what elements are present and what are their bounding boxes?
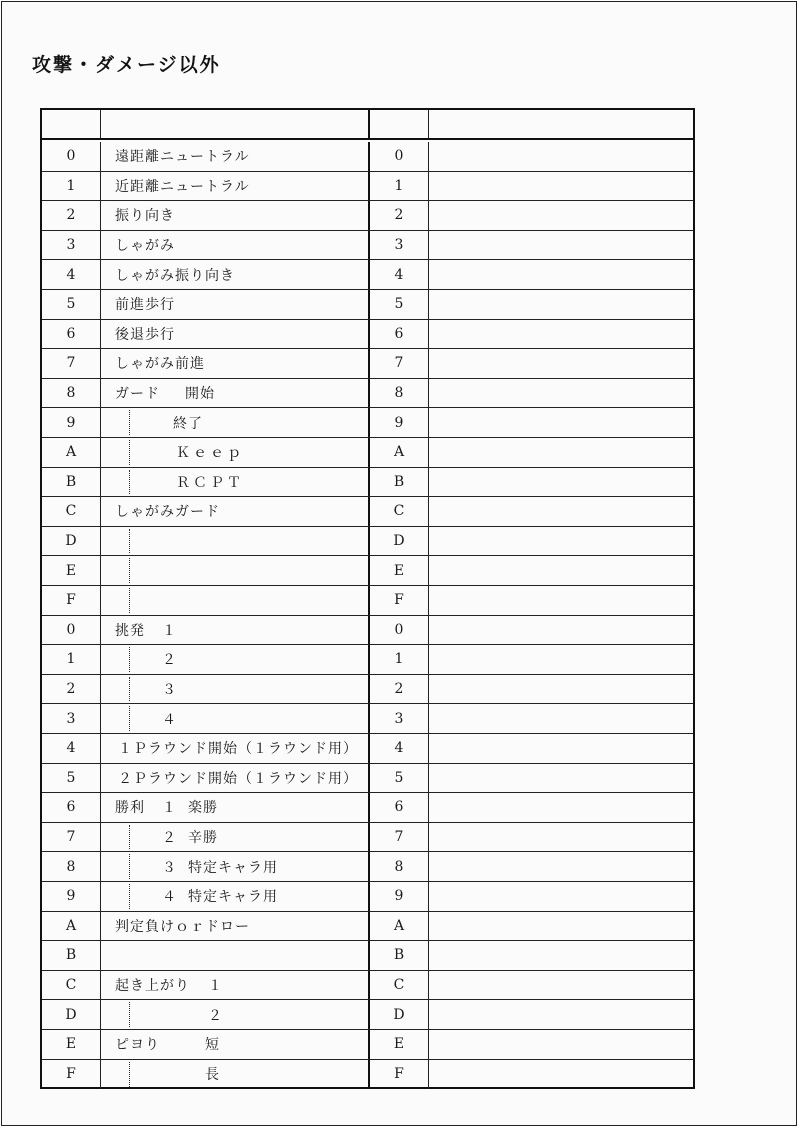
row-code-b: 3 [394, 710, 404, 727]
table-row [42, 764, 693, 794]
table-row [42, 645, 693, 675]
row-code-b: 1 [394, 177, 404, 194]
row-label: 特定キャラ用 [188, 859, 278, 876]
row-label: しゃがみ前進 [115, 356, 205, 373]
table-row [42, 556, 693, 586]
row-name [100, 1060, 368, 1090]
row-label: １ [162, 800, 177, 817]
row-label: １Ｐラウンド開始（１ラウンド用） [118, 741, 358, 758]
row-label: ４ [162, 889, 177, 906]
table-row [42, 823, 693, 853]
row-code: A [65, 444, 77, 461]
row-label: 勝利 [115, 800, 145, 817]
table-row [42, 290, 693, 320]
row-name [100, 586, 368, 615]
header-code-b [370, 110, 428, 138]
row-code-b: 5 [394, 296, 404, 313]
table-row [42, 201, 693, 231]
row-label: 振り向き [115, 208, 175, 225]
row-code: 3 [66, 237, 76, 254]
row-name [100, 1000, 368, 1029]
row-code-b: 4 [394, 740, 404, 757]
row-name [100, 527, 368, 556]
row-code-b: 3 [394, 237, 404, 254]
row-label: しゃがみガード [115, 504, 220, 521]
row-code-b: 7 [394, 829, 404, 846]
table-row [42, 941, 693, 971]
row-code-b: B [393, 473, 405, 490]
table-row [42, 1030, 693, 1060]
row-label: ２ [162, 652, 177, 669]
table-row [42, 260, 693, 290]
row-label: ４ [162, 711, 177, 728]
row-label: しゃがみ [115, 238, 175, 255]
row-code-b: 0 [394, 148, 404, 165]
row-code: 0 [66, 148, 76, 165]
row-label: 長 [205, 1067, 220, 1084]
row-name [100, 260, 368, 289]
row-name [100, 852, 368, 881]
table-row [42, 231, 693, 261]
row-label: 挑発 [115, 622, 145, 639]
row-name [100, 1030, 368, 1059]
table-header-row [42, 110, 693, 140]
row-name [100, 764, 368, 793]
row-name [100, 320, 368, 349]
table-row [42, 438, 693, 468]
row-name [100, 675, 368, 704]
row-name [100, 497, 368, 526]
dotted-indent-line [129, 677, 130, 702]
table-row [42, 142, 693, 172]
dotted-indent-line [129, 1002, 130, 1027]
row-code: B [65, 473, 77, 490]
row-code: 2 [66, 681, 76, 698]
row-label: Ｋｅｅｐ [176, 445, 244, 462]
row-code-b: 9 [394, 888, 404, 905]
row-label: ２ [162, 830, 177, 847]
row-code: 1 [66, 651, 76, 668]
row-label: 前進歩行 [115, 297, 175, 314]
row-code-b: 4 [394, 266, 404, 283]
row-code-b: 8 [394, 858, 404, 875]
row-code: 4 [66, 740, 76, 757]
row-name [100, 971, 368, 1000]
row-code: 9 [66, 414, 76, 431]
row-label: 特定キャラ用 [188, 889, 278, 906]
row-code: B [65, 947, 77, 964]
row-label: 楽勝 [188, 800, 218, 817]
row-code: 7 [66, 829, 76, 846]
table-row [42, 675, 693, 705]
row-code-b: 6 [394, 799, 404, 816]
dotted-indent-line [129, 884, 130, 909]
dotted-indent-line [129, 825, 130, 850]
row-label: 起き上がり [115, 978, 190, 995]
row-name [100, 941, 368, 970]
row-code-b: A [393, 444, 405, 461]
row-label: 判定負けｏｒドロー [115, 918, 250, 935]
row-code-b: 7 [394, 355, 404, 372]
row-code: 8 [66, 385, 76, 402]
row-code: 9 [66, 888, 76, 905]
row-name [100, 645, 368, 674]
table-row [42, 172, 693, 202]
dotted-indent-line [129, 410, 130, 435]
row-code: 3 [66, 710, 76, 727]
row-code: 1 [66, 177, 76, 194]
table-row [42, 379, 693, 409]
row-name [100, 408, 368, 437]
row-name [100, 882, 368, 911]
row-name [100, 172, 368, 201]
row-label: しゃがみ振り向き [115, 267, 235, 284]
row-code: D [65, 533, 77, 550]
row-name [100, 793, 368, 822]
row-code: 5 [66, 296, 76, 313]
row-label: ピヨり [115, 1037, 160, 1054]
table-row [42, 1000, 693, 1030]
row-code-b: C [393, 977, 405, 994]
row-name [100, 734, 368, 763]
page-title: 攻撃・ダメージ以外 [32, 54, 221, 76]
table-row [42, 349, 693, 379]
row-label: 終了 [173, 415, 203, 432]
row-code-b: 5 [394, 769, 404, 786]
table-row [42, 497, 693, 527]
dotted-indent-line [129, 1062, 130, 1088]
row-label: ３ [162, 859, 177, 876]
table-row [42, 586, 693, 616]
row-name [100, 201, 368, 230]
table-row [42, 468, 693, 498]
row-code: C [65, 977, 77, 994]
row-code-b: E [393, 562, 405, 579]
dotted-indent-line [129, 854, 130, 879]
table-row [42, 408, 693, 438]
row-name [100, 379, 368, 408]
dotted-indent-line [129, 529, 130, 554]
row-code: A [65, 917, 77, 934]
row-label: 遠距離ニュートラル [115, 149, 250, 166]
row-label: ２Ｐラウンド開始（１ラウンド用） [118, 770, 358, 787]
row-code-b: 6 [394, 325, 404, 342]
row-label: 開始 [185, 386, 215, 403]
row-label: 近距離ニュートラル [115, 178, 250, 195]
table-row [42, 852, 693, 882]
row-code: E [65, 1036, 77, 1053]
row-name [100, 290, 368, 319]
row-code: D [65, 1006, 77, 1023]
row-code: 7 [66, 355, 76, 372]
row-code-b: 2 [394, 681, 404, 698]
row-name [100, 823, 368, 852]
row-code-b: D [393, 1006, 405, 1023]
row-code: C [65, 503, 77, 520]
table-row [42, 912, 693, 942]
row-code-b: 1 [394, 651, 404, 668]
row-name [100, 438, 368, 467]
row-label: １ [208, 978, 223, 995]
row-code: E [65, 562, 77, 579]
header-name-a [100, 110, 368, 138]
row-code-b: 9 [394, 414, 404, 431]
table-row [42, 971, 693, 1001]
dotted-indent-line [129, 470, 130, 495]
row-code-b: B [393, 947, 405, 964]
dotted-indent-line [129, 647, 130, 672]
row-code: 4 [66, 266, 76, 283]
row-code: 2 [66, 207, 76, 224]
row-code-b: A [393, 917, 405, 934]
dotted-indent-line [129, 588, 130, 613]
row-label: 後退歩行 [115, 326, 175, 343]
row-label: １ [162, 622, 177, 639]
row-code: F [66, 592, 76, 609]
row-label: ガード [115, 386, 160, 403]
dotted-indent-line [129, 440, 130, 465]
header-code-a [42, 110, 100, 138]
row-code: 6 [66, 325, 76, 342]
dotted-indent-line [129, 706, 130, 731]
table-row [42, 1060, 693, 1090]
row-name [100, 349, 368, 378]
row-label: ＲＣＰＴ [176, 474, 244, 491]
table-row [42, 882, 693, 912]
row-name [100, 142, 368, 171]
row-code-b: D [393, 533, 405, 550]
row-name [100, 556, 368, 585]
row-code-b: F [394, 1066, 404, 1083]
row-label: ３ [162, 682, 177, 699]
row-name [100, 704, 368, 733]
row-code: 0 [66, 621, 76, 638]
row-code-b: C [393, 503, 405, 520]
table-row [42, 320, 693, 350]
row-code: 5 [66, 769, 76, 786]
table-row [42, 616, 693, 646]
row-label: 辛勝 [188, 830, 218, 847]
row-name [100, 912, 368, 941]
row-code: 6 [66, 799, 76, 816]
table-row [42, 793, 693, 823]
row-code-b: 2 [394, 207, 404, 224]
row-code: F [66, 1066, 76, 1083]
table-row [42, 704, 693, 734]
row-code-b: 8 [394, 385, 404, 402]
row-label: 短 [205, 1037, 220, 1054]
row-name [100, 231, 368, 260]
table [40, 108, 695, 1089]
row-code: 8 [66, 858, 76, 875]
row-label: ２ [208, 1007, 223, 1024]
table-row [42, 734, 693, 764]
row-name [100, 468, 368, 497]
dotted-indent-line [129, 558, 130, 583]
row-name [100, 616, 368, 645]
row-code-b: 0 [394, 621, 404, 638]
row-code-b: E [393, 1036, 405, 1053]
row-code-b: F [394, 592, 404, 609]
table-row [42, 527, 693, 557]
